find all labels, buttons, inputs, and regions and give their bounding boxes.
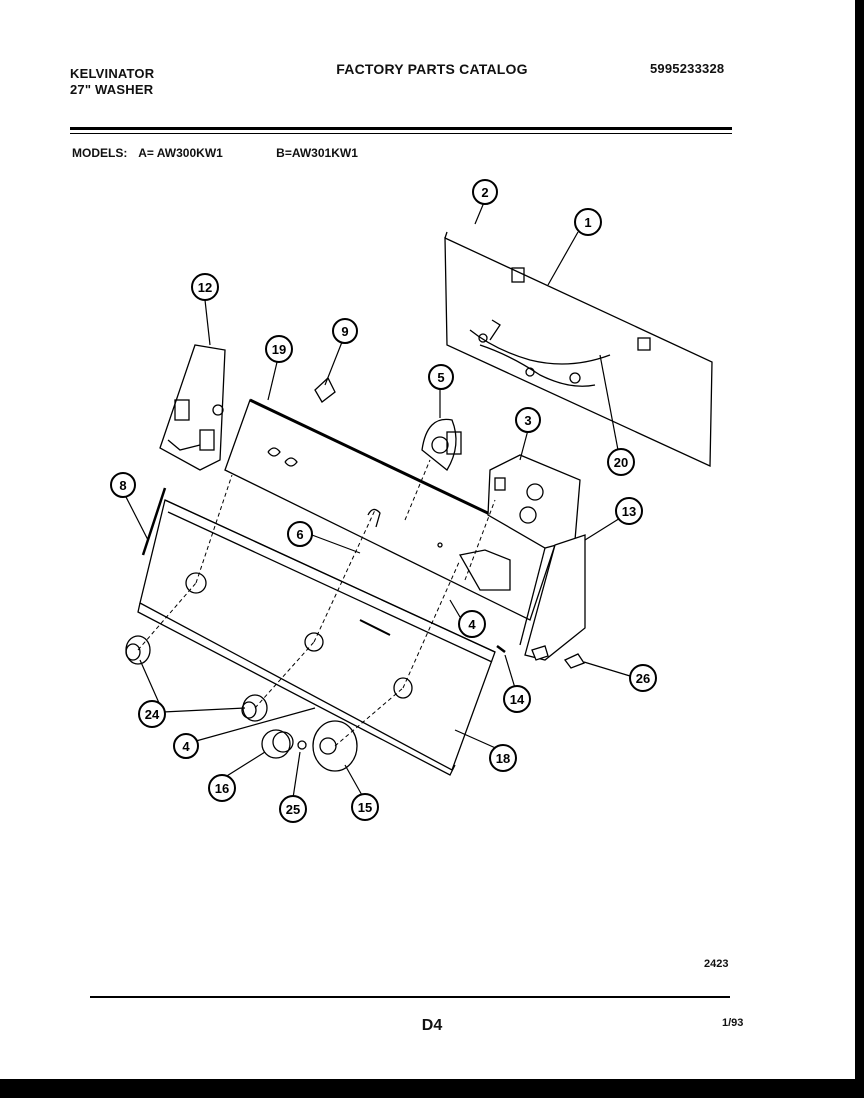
drawing-code: 2423 [704,958,729,970]
page-id: D4 [421,1017,443,1034]
callout-1 [575,209,601,235]
svg-text:3: 3 [524,413,532,428]
callout-25 [280,796,306,822]
svg-text:20: 20 [613,455,629,470]
svg-text:14: 14 [509,692,525,707]
callout-4-right [459,611,485,637]
callout-18 [490,745,516,771]
timer-knob-part [422,419,461,470]
brand-name: KELVINATOR [70,66,155,81]
catalog-title: FACTORY PARTS CATALOG [336,61,528,77]
callout-12 [192,274,218,300]
callout-13 [616,498,642,524]
svg-text:1: 1 [584,215,592,230]
washer-25 [298,741,306,749]
callout-8 [111,473,135,497]
svg-text:8: 8 [119,478,127,493]
callout-16 [209,775,235,801]
callout-2 [473,180,497,204]
callout-20 [608,449,634,475]
callout-15 [352,794,378,820]
small-switch-part [315,378,335,402]
model-a: A= AW300KW1 [138,146,223,160]
callout-5 [429,365,453,389]
svg-text:26: 26 [635,671,651,686]
product-name: 27" WASHER [70,82,154,97]
svg-text:16: 16 [214,781,230,796]
callout-4-left [174,734,198,758]
callout-14 [504,686,530,712]
left-bracket-part [160,345,225,470]
svg-text:15: 15 [357,800,373,815]
callout-19 [266,336,292,362]
callout-26 [630,665,656,691]
svg-text:5: 5 [437,370,445,385]
footer-rule [90,996,730,998]
svg-text:24: 24 [144,707,160,722]
callout-6 [288,522,312,546]
model-b: B=AW301KW1 [276,146,358,160]
svg-text:19: 19 [271,342,287,357]
svg-text:25: 25 [285,802,301,817]
catalog-date: 1/93 [722,1017,744,1029]
svg-text:12: 12 [197,280,213,295]
callout-9 [333,319,357,343]
svg-text:18: 18 [495,751,511,766]
svg-text:4: 4 [468,617,476,632]
models-label: MODELS: [72,146,128,160]
svg-text:13: 13 [621,504,637,519]
callout-3 [516,408,540,432]
knob-16 [262,730,293,758]
spring-14 [497,646,505,652]
rear-panel-part [445,232,712,466]
svg-text:9: 9 [341,324,349,339]
callout-24 [139,701,165,727]
knob-24-lower [242,695,267,721]
svg-text:4: 4 [182,739,190,754]
svg-text:6: 6 [296,527,304,542]
catalog-part-number: 5995233328 [650,61,725,76]
svg-text:2: 2 [481,185,489,200]
